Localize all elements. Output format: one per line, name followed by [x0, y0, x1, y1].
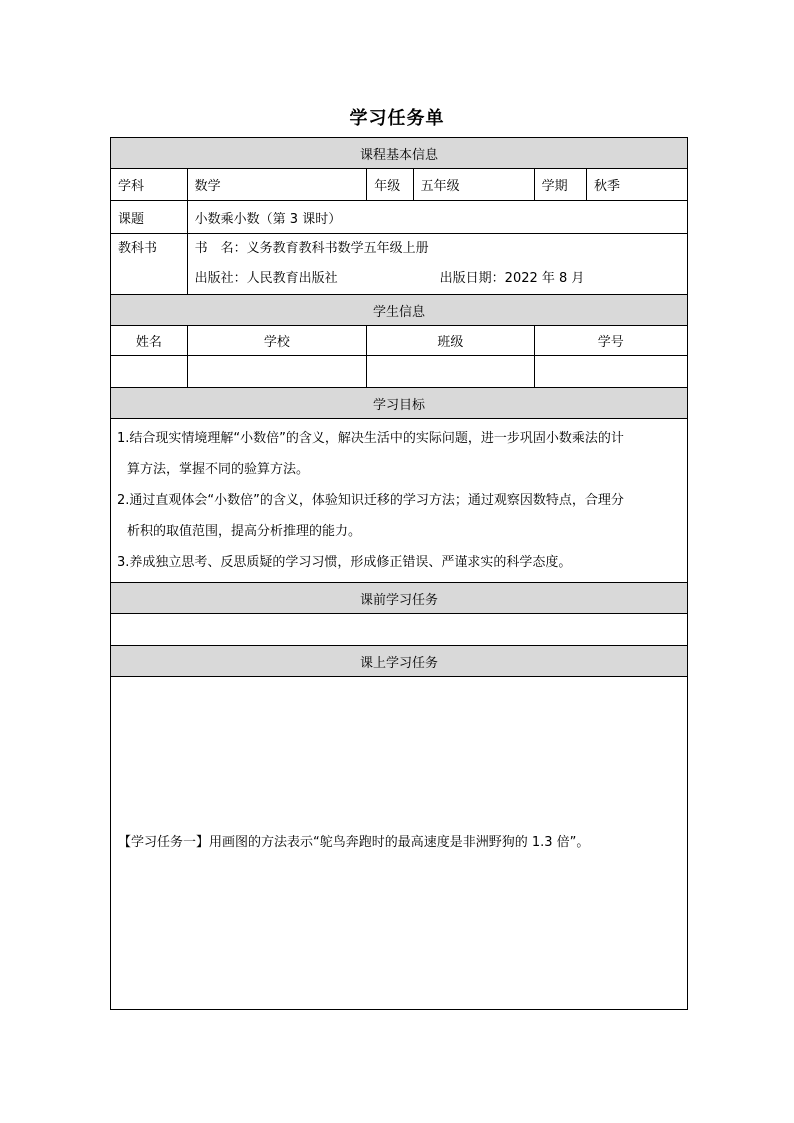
topic-value: 小数乘小数（第 3 课时） [187, 201, 687, 234]
subject-row [111, 169, 688, 201]
in-class-row [111, 677, 688, 1010]
topic-row [111, 201, 688, 234]
student-id-header: 学号 [534, 326, 687, 356]
objective-2-line-1: 2.通过直观体会“小数倍”的含义，体验知识迁移的学习方法；通过观察因数特点，合理分 [117, 493, 624, 508]
student-school-cell[interactable] [187, 356, 367, 388]
section-in-class [111, 646, 688, 677]
objective-3-line-1: 3.养成独立思考、反思质疑的学习习惯，形成修正错误、严谨求实的科学态度。 [117, 555, 572, 570]
pre-class-row [111, 614, 688, 646]
student-class-cell[interactable] [367, 356, 534, 388]
student-class-header: 班级 [367, 326, 534, 356]
subject-value: 数学 [187, 169, 367, 201]
grade-label: 年级 [367, 169, 413, 201]
objective-2-line-2-text: 析积的取值范围，提高分析推理的能力。 [127, 524, 362, 539]
objective-1-line-1: 1.结合现实情境理解“小数倍”的含义，解决生活中的实际问题，进一步巩固小数乘法的计 [117, 431, 624, 446]
section-basic-info [111, 138, 688, 169]
textbook-label: 教科书 [111, 234, 188, 295]
section-student-info [111, 295, 688, 326]
textbook-info [187, 234, 687, 295]
textbook-row [111, 234, 688, 295]
book-name: 书 名：义务教育教科书数学五年级上册 [194, 241, 429, 256]
student-name-header: 姓名 [111, 326, 188, 356]
in-class-content[interactable] [111, 677, 688, 1010]
grade-value: 五年级 [413, 169, 534, 201]
publisher: 出版社：人民教育出版社 [194, 271, 338, 286]
objective-2-line-2 [117, 516, 681, 547]
publisher-line [195, 264, 680, 294]
student-school-header: 学校 [187, 326, 367, 356]
task-1-text: 【学习任务一】用画图的方法表示“鸵鸟奔跑时的最高速度是非洲野狗的 1.3 倍”。 [118, 835, 590, 850]
section-pre-class [111, 583, 688, 614]
student-value-row [111, 356, 688, 388]
task-sheet-table [110, 137, 688, 1010]
student-header-row [111, 326, 688, 356]
objective-1-line-2 [117, 454, 681, 485]
objective-1-line-2-text: 算方法，掌握不同的验算方法。 [127, 462, 310, 477]
student-id-cell[interactable] [534, 356, 687, 388]
objectives-list [111, 419, 688, 583]
term-label: 学期 [534, 169, 586, 201]
subject-label: 学科 [111, 169, 188, 201]
section-header-pre-class: 课前学习任务 [111, 583, 688, 614]
section-header-student-info: 学生信息 [111, 295, 688, 326]
page-title: 学习任务单 [349, 108, 445, 129]
pre-class-content[interactable] [111, 614, 688, 646]
topic-label: 课题 [111, 201, 188, 234]
section-header-objectives: 学习目标 [111, 388, 688, 419]
term-value: 秋季 [587, 169, 688, 201]
section-objectives [111, 388, 688, 419]
section-header-basic-info: 课程基本信息 [111, 138, 688, 169]
publish-date: 出版日期：2022 年 8 月 [439, 271, 585, 286]
section-header-in-class: 课上学习任务 [111, 646, 688, 677]
student-name-cell[interactable] [111, 356, 188, 388]
objectives-row [111, 419, 688, 583]
